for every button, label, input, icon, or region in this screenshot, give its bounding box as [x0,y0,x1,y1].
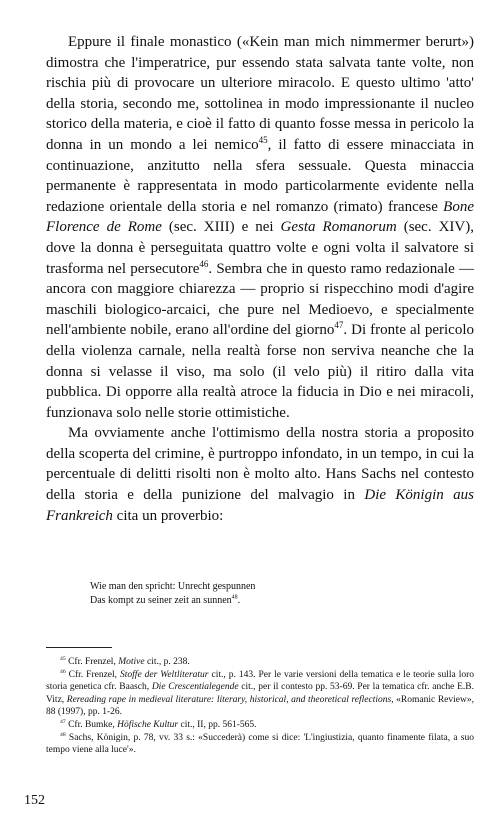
text-run: . Di fronte al pericolo della violenza carnale, nella realtà forse non serviva neanche che la donna si velasse il viso, ma solo (il velo più) il ritiro dalla vita pubblica. Di opporre alla realtà atroce la fiducia in Dio e nei miracoli, funzionava solo nelle storie ottimistiche. [46,322,474,421]
footnote-separator [46,647,112,648]
text-run: cit., II, pp. 561-565. [178,719,257,730]
page-number: 152 [24,793,45,808]
cited-title: Stoffe der Weltliteratur [120,669,209,680]
text-run: Das kompt zu seiner zeit an sunnen [90,595,232,606]
footnote-46 [46,669,474,719]
footnote-number: 47 [60,718,66,725]
footnote-number: 48 [60,731,66,738]
text-run: , il fatto di essere minacciata in continuazione, anzitutto nella sfera sessuale. Questa minaccia permanente è rappresentata in modo particolarmente evidente nella redazione orientale della storia e nel romanzo (rimato) francese [46,136,474,215]
paragraph-2 [46,423,474,526]
title-gesta-romanorum: Gesta Romanorum [280,219,397,236]
footnote-number: 46 [60,668,66,675]
cited-title: Höfische Kultur [117,719,179,730]
footnote-45 [46,656,474,669]
footnote-ref-46: 46 [199,258,209,269]
footnote-ref-48: 48 [231,594,238,601]
footnote-ref-47: 47 [334,320,344,331]
text-run: cita un proverbio: [112,507,224,524]
title-bone-florence: Bone Florence de Rome [46,198,474,236]
text-run: Cfr. Frenzel, [65,669,121,680]
footnote-number: 45 [60,655,66,662]
verse-line-1: Wie man den spricht: Unrecht gespunnen [90,581,256,592]
text-run: Cfr. Bumke, [65,719,118,730]
text-run: cit., p. 143. Per le varie versioni della tematica e le teorie sulla loro storia genetica cfr. Baasch, [46,669,474,693]
main-text [46,32,474,526]
text-run: Cfr. Frenzel, [65,657,119,667]
text-run: cit., p. 238. [144,657,190,667]
verse-line-2 [90,594,390,608]
text-run: , «Romanic Review», 88 (1997), pp. 1-26. [46,694,474,718]
footnote-ref-45: 45 [258,134,268,145]
paragraph-1 [46,32,474,423]
text-run: (sec. XIV), dove la donna è perseguitata quattro volte e ogni volta il salvatore si trasforma nel persecutore [46,219,474,277]
text-run: Ma ovviamente anche l'ottimismo della nostra storia a proposito della scoperta del crimine, è purtroppo infondato, in un tempo, in cui la percentuale di delitti risolti non è molto alto. Hans Sachs nel contesto della storia e della punizione del malvagio in [46,425,474,504]
text-run: cit., per il contesto pp. 53-69. Per la tematica cfr. anche E.B. Vitz, [46,682,474,705]
cited-title: Motive [118,657,145,667]
cited-title: Die Crescentialegende [151,682,239,693]
text-run: . Sembra che in questo ramo redazionale — ancora con maggiore chiarezza — proprio si rispecchino modi d'agire maschili biologico-arcaici, che pure nel Medioevo, e specialmente nell'ambiente nobile, erano all'ordine del giorno [46,260,474,339]
title-konigin: Die Königin aus Frankreich [46,487,474,524]
text-run: (sec. XIII) e nei [161,219,281,236]
footnote-47 [46,719,474,732]
text-run: . [237,595,241,606]
text-run: Eppure il finale monastico («Kein man mich nimmermer berurt») dimostra che l'imperatrice, pur essendo stata salvata tante volte, non rischia più di provocare un ulteriore miracolo. E questo ultimo 'atto' della storia, secondo me, sottolinea in modo impressionante il nucleo storico della materia, e cioè il fatto di quanto fosse messa in pericolo la donna in un mondo a lei nemico [46,34,474,153]
verse-quote [90,580,390,608]
text-run: Sachs, Königin, p. 78, vv. 33 s.: «Succederà) come si dice: 'L'ingiustizia, quanto finamente filata, a suo tempo viene alla luce'». [46,732,474,756]
cited-title: Rereading rape in medieval literature: literary, historical, and theoretical reflections [66,694,392,705]
footnote-48 [46,732,474,757]
footnotes [46,656,474,757]
